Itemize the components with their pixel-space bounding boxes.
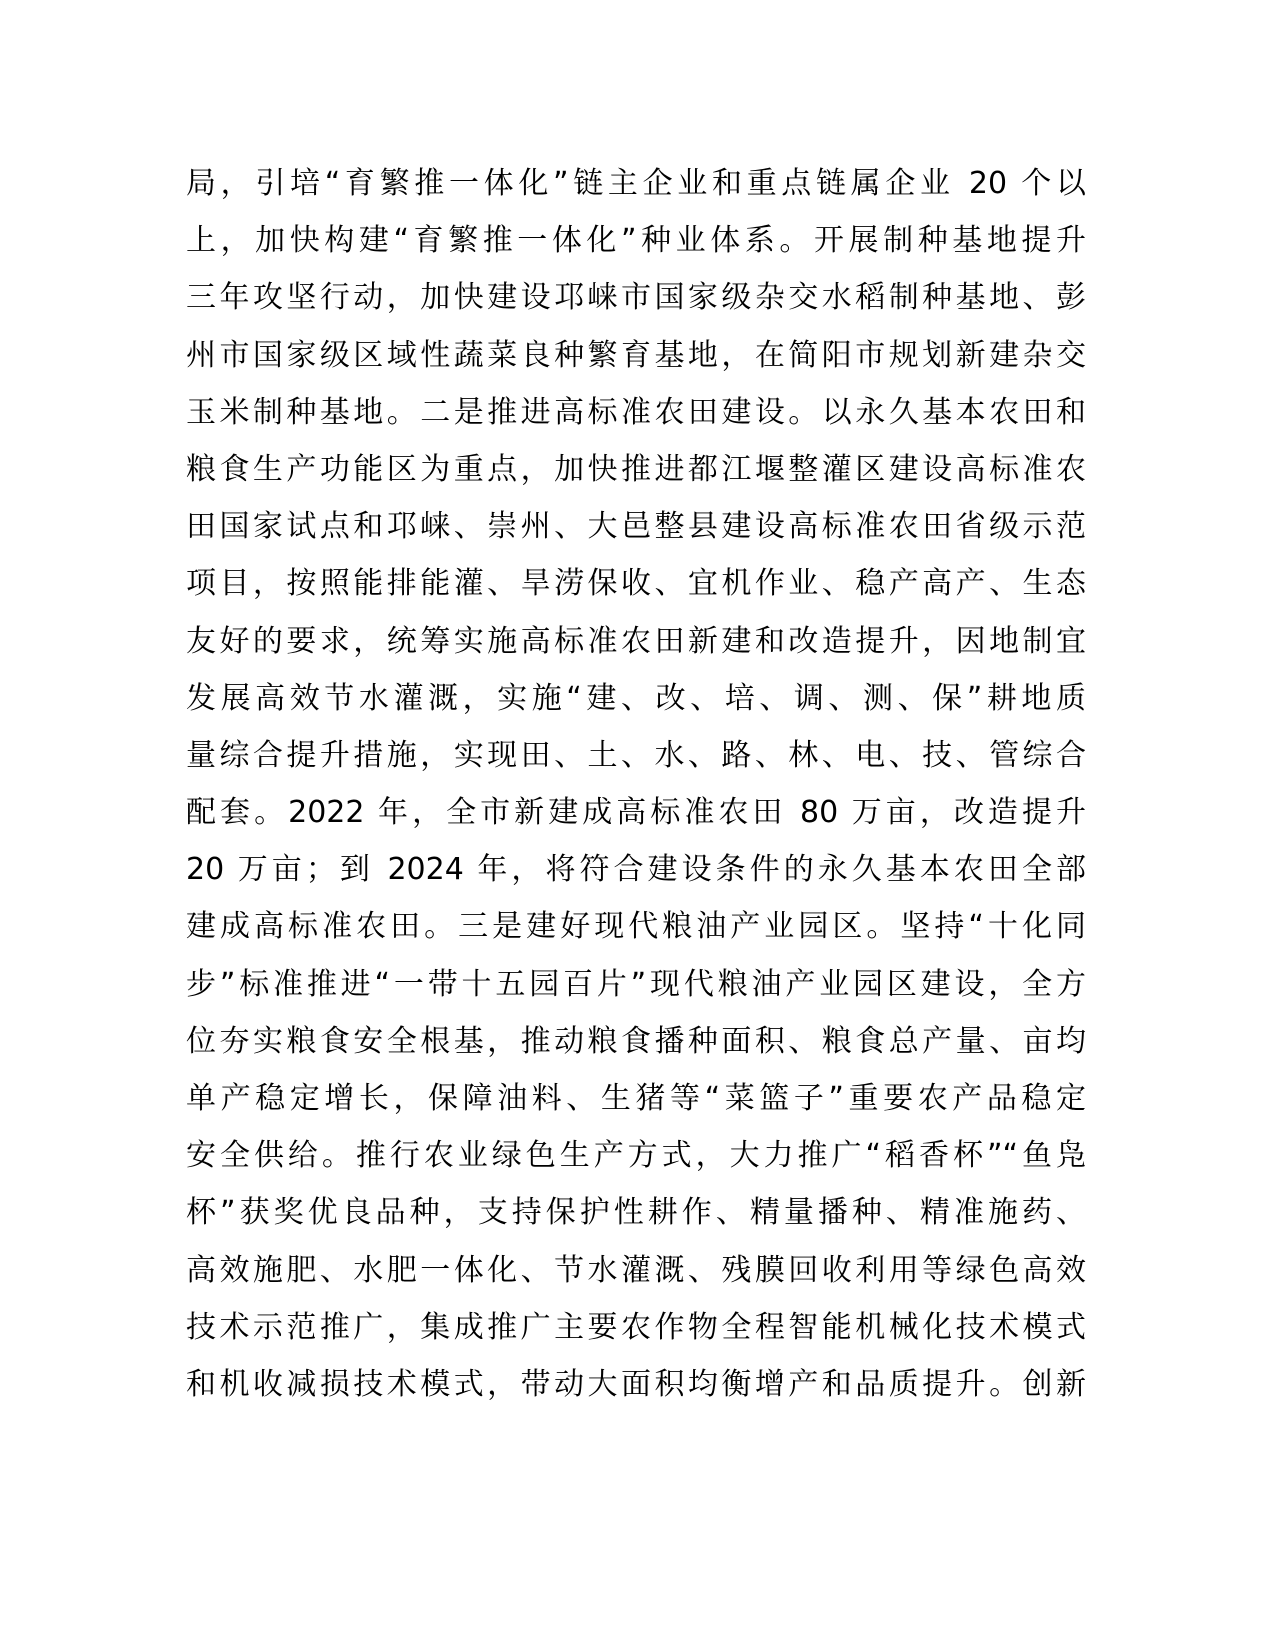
text-line-2: 上，加快构建“育繁推一体化”种业体系。开展制种基地提升 xyxy=(186,223,1086,259)
text-line-16: 位夯实粮食安全根基，推动粮食播种面积、粮食总产量、亩均 xyxy=(186,1023,1086,1059)
text-line-22: 和机收减损技术模式，带动大面积均衡增产和品质提升。创新 xyxy=(186,1366,1086,1402)
text-line-12: 配套。2022 年，全市新建成高标准农田 80 万亩，改造提升 xyxy=(186,795,1086,831)
text-line-6: 粮食生产功能区为重点，加快推进都江堰整灌区建设高标准农 xyxy=(186,451,1086,487)
text-line-3: 三年攻坚行动，加快建设邛崃市国家级杂交水稻制种基地、彭 xyxy=(186,280,1086,316)
text-line-11: 量综合提升措施，实现田、土、水、路、林、电、技、管综合 xyxy=(186,737,1086,773)
text-line-9: 友好的要求，统筹实施高标准农田新建和改造提升，因地制宜 xyxy=(186,623,1086,659)
body-paragraph xyxy=(186,155,1086,1413)
text-line-20: 高效施肥、水肥一体化、节水灌溉、残膜回收利用等绿色高效 xyxy=(186,1252,1086,1288)
text-line-7: 田国家试点和邛崃、崇州、大邑整县建设高标准农田省级示范 xyxy=(186,509,1086,545)
text-line-8: 项目，按照能排能灌、旱涝保收、宜机作业、稳产高产、生态 xyxy=(186,566,1086,602)
text-line-1: 局，引培“育繁推一体化”链主企业和重点链属企业 20 个以 xyxy=(186,166,1086,201)
text-line-14: 建成高标准农田。三是建好现代粮油产业园区。坚持“十化同 xyxy=(186,909,1086,945)
text-line-13: 20 万亩；到 2024 年，将符合建设条件的永久基本农田全部 xyxy=(186,852,1086,888)
text-line-15: 步”标准推进“一带十五园百片”现代粮油产业园区建设，全方 xyxy=(186,966,1086,1002)
text-line-18: 安全供给。推行农业绿色生产方式，大力推广“稻香杯”“鱼凫 xyxy=(186,1138,1086,1174)
text-line-17: 单产稳定增长，保障油料、生猪等“菜篮子”重要农产品稳定 xyxy=(186,1081,1086,1116)
text-line-21: 技术示范推广，集成推广主要农作物全程智能机械化技术模式 xyxy=(186,1309,1086,1345)
text-line-10: 发展高效节水灌溉，实施“建、改、培、调、测、保”耕地质 xyxy=(186,680,1086,716)
text-line-19: 杯”获奖优良品种，支持保护性耕作、精量播种、精准施药、 xyxy=(186,1195,1086,1231)
text-line-4: 州市国家级区域性蔬菜良种繁育基地，在简阳市规划新建杂交 xyxy=(186,337,1086,373)
text-line-5: 玉米制种基地。二是推进高标准农田建设。以永久基本农田和 xyxy=(186,394,1086,430)
